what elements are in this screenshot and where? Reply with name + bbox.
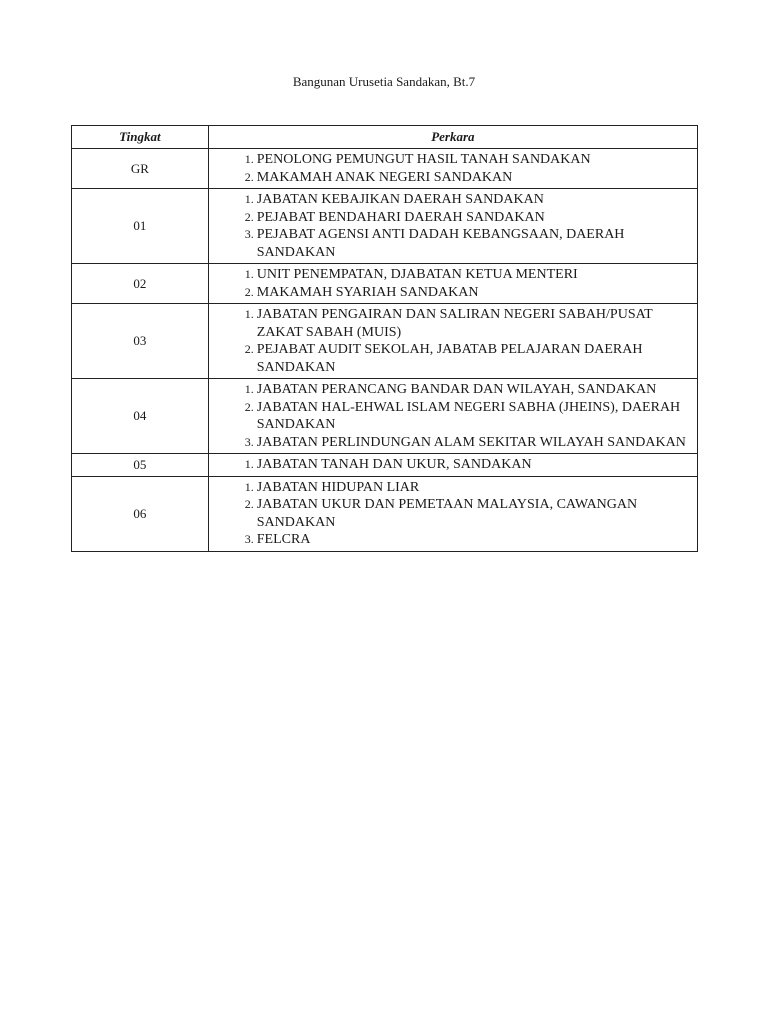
office-item: 2. PEJABAT AUDIT SEKOLAH, JABATAB PELAJARAN DAERAH SANDAKAN <box>257 341 693 376</box>
office-item: 1. JABATAN KEBAJIKAN DAERAH SANDAKAN <box>257 191 693 209</box>
floor-level: 02 <box>72 264 209 304</box>
office-item: 1. PENOLONG PEMUNGUT HASIL TANAH SANDAKAN <box>257 151 693 169</box>
office-list <box>209 479 693 549</box>
floor-level: 03 <box>72 304 209 379</box>
floor-level: 05 <box>72 454 209 477</box>
header-level: Tingkat <box>72 126 209 149</box>
office-list <box>209 266 693 301</box>
floor-level: 04 <box>72 379 209 454</box>
office-item: 1. JABATAN TANAH DAN UKUR, SANDAKAN <box>257 456 693 474</box>
document-title: Bangunan Urusetia Sandakan, Bt.7 <box>292 74 476 89</box>
floor-level: 01 <box>72 189 209 264</box>
office-item: 1. JABATAN HIDUPAN LIAR <box>257 479 693 497</box>
office-list <box>209 306 693 376</box>
office-cell <box>208 454 697 477</box>
table-row <box>72 379 698 454</box>
table-row <box>72 304 698 379</box>
office-item: 3. JABATAN PERLINDUNGAN ALAM SEKITAR WILAYAH SANDAKAN <box>257 434 693 452</box>
table-header-row <box>72 126 698 149</box>
office-item: 2. MAKAMAH ANAK NEGERI SANDAKAN <box>257 169 693 187</box>
floor-directory-table <box>71 125 698 552</box>
office-cell <box>208 149 697 189</box>
office-item: 2. MAKAMAH SYARIAH SANDAKAN <box>257 284 693 302</box>
office-cell <box>208 264 697 304</box>
office-item: 2. PEJABAT BENDAHARI DAERAH SANDAKAN <box>257 209 693 227</box>
office-item: 2. JABATAN UKUR DAN PEMETAAN MALAYSIA, CAWANGAN SANDAKAN <box>257 496 693 531</box>
table-body <box>72 149 698 552</box>
office-item: 3. FELCRA <box>257 531 693 549</box>
office-item: 1. UNIT PENEMPATAN, DJABATAN KETUA MENTERI <box>257 266 693 284</box>
office-item: 2. JABATAN HAL-EHWAL ISLAM NEGERI SABHA (JHEINS), DAERAH SANDAKAN <box>257 399 693 434</box>
floor-level: GR <box>72 149 209 189</box>
office-item: 3. PEJABAT AGENSI ANTI DADAH KEBANGSAAN, DAERAH SANDAKAN <box>257 226 693 261</box>
office-cell <box>208 189 697 264</box>
office-item: 1. JABATAN PENGAIRAN DAN SALIRAN NEGERI SABAH/PUSAT ZAKAT SABAH (MUIS) <box>257 306 693 341</box>
office-cell <box>208 379 697 454</box>
floor-level: 06 <box>72 476 209 551</box>
table-row <box>72 264 698 304</box>
header-offices: Perkara <box>208 126 697 149</box>
office-list <box>209 191 693 261</box>
office-cell <box>208 476 697 551</box>
office-list <box>209 381 693 451</box>
table-row <box>72 189 698 264</box>
table-row <box>72 476 698 551</box>
office-item: 1. JABATAN PERANCANG BANDAR DAN WILAYAH, SANDAKAN <box>257 381 693 399</box>
office-list <box>209 456 693 474</box>
office-list <box>209 151 693 186</box>
table-row <box>72 454 698 477</box>
table-row <box>72 149 698 189</box>
office-cell <box>208 304 697 379</box>
